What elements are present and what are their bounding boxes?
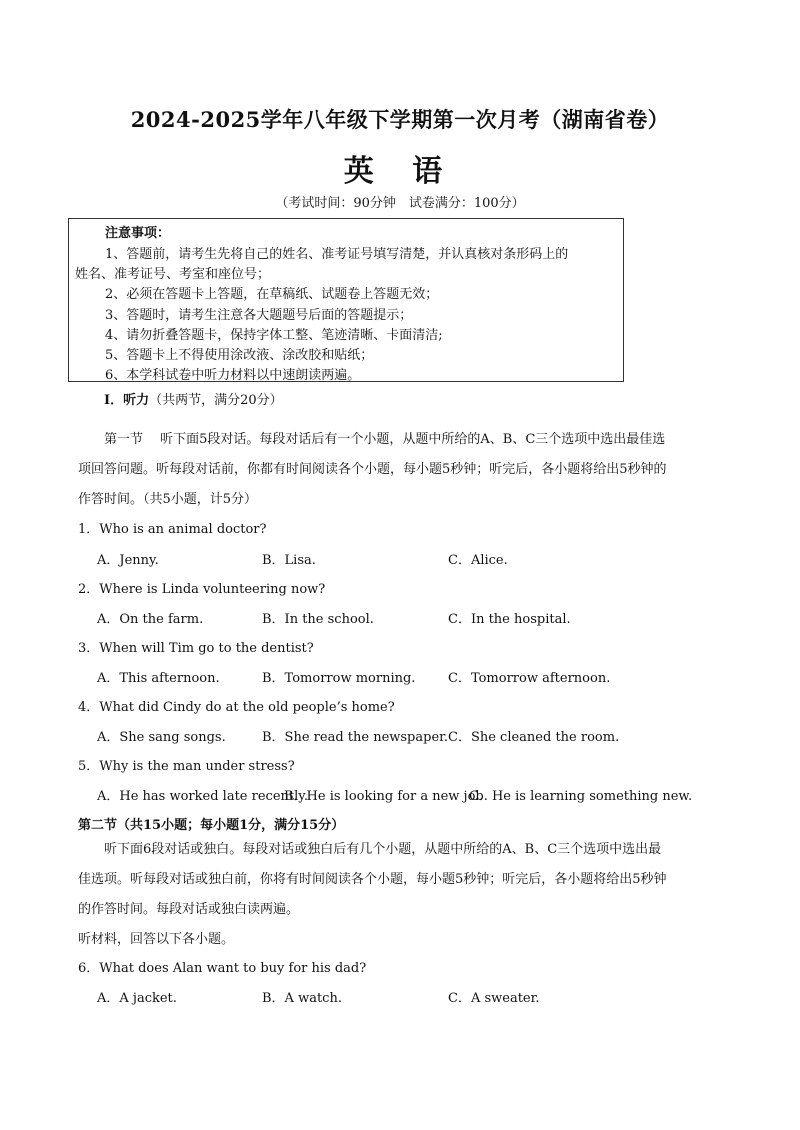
section1-intro-line: 作答时间。（共5小题，计5分） [78, 492, 258, 507]
notice-item: 4、请勿折叠答题卡，保持字体工整、笔迹清晰、卡面清洁; [105, 328, 443, 343]
notice-item: 5、答题卡上不得使用涂改液、涂改胶和贴纸； [105, 348, 374, 363]
section2-intro-line: 听下面6段对话或独白。每段对话或独白后有几个小题，从题中所给的A、B、C三个选项中选出最 [104, 842, 662, 857]
notice-box [68, 218, 624, 382]
part-heading-label: I．听力 [104, 393, 150, 408]
exam-info: （考试时间：90分钟 试卷满分：100分） [275, 196, 525, 211]
exam-title: 2024-2025学年八年级下学期第一次月考（湖南省卷） [130, 107, 670, 132]
section2-intro-line: 的作答时间。每段对话或独白读两遍。 [78, 902, 300, 917]
option-c: C．He is learning something new. [469, 789, 693, 804]
section1-intro-line: 第一节 听下面5段对话。每段对话后有一个小题，从题中所给的A、B、C三个选项中选出最佳选 [104, 432, 666, 447]
option-b: B．Tomorrow morning. [262, 671, 416, 686]
option-c: C．She cleaned the room. [448, 730, 620, 745]
option-c: C．In the hospital. [448, 612, 571, 627]
section2-heading: 第二节（共15小题；每小题1分，满分15分） [78, 818, 345, 833]
question-1: 1．Who is an animal doctor? [78, 522, 267, 537]
question-4: 4．What did Cindy do at the old people’s home? [78, 700, 395, 715]
option-c: C．Alice. [448, 553, 508, 568]
option-b: B．In the school. [262, 612, 374, 627]
question-5: 5．Why is the man under stress? [78, 759, 295, 774]
option-a: A．This afternoon. [97, 671, 220, 686]
notice-item: 1、答题前，请考生先将自己的姓名、准考证号填写清楚，并认真核对条形码上的 [105, 247, 569, 262]
section2-intro-line: 佳选项。听每段对话或独白前，你将有时间阅读各个小题，每小题5秒钟；听完后，各小题将给出5秒钟 [78, 872, 667, 887]
option-c: C．A sweater. [448, 991, 540, 1006]
option-a: A．She sang songs. [97, 730, 226, 745]
notice-item: 3、答题时，请考生注意各大题题号后面的答题提示； [105, 308, 413, 323]
option-a: A．He has worked late recently. [97, 789, 309, 804]
option-a: A．On the farm. [97, 612, 204, 627]
notice-title: 注意事项： [105, 226, 171, 241]
notice-item: 6、本学科试卷中听力材料以中速朗读两遍。 [105, 368, 361, 383]
option-b: B．A watch. [262, 991, 342, 1006]
section2-instruction: 听材料，回答以下各小题。 [78, 932, 235, 947]
option-b: B．He is looking for a new job. [284, 789, 488, 804]
part-heading-detail: （共两节，满分20分） [149, 393, 283, 408]
question-6: 6．What does Alan want to buy for his dad? [78, 961, 367, 976]
option-b: B．She read the newspaper. [262, 730, 449, 745]
section1-intro-line: 项回答问题。听每段对话前，你都有时间阅读各个小题，每小题5秒钟；听完后，各小题将给出5秒钟的 [78, 462, 667, 477]
part-heading [104, 389, 283, 408]
notice-item: 姓名、准考证号、考室和座位号； [75, 267, 271, 282]
subject-title: 英 语 [343, 154, 457, 189]
question-3: 3．When will Tim go to the dentist? [78, 641, 314, 656]
option-a: A．A jacket. [97, 991, 177, 1006]
option-b: B．Lisa. [262, 553, 316, 568]
option-c: C．Tomorrow afternoon. [448, 671, 611, 686]
option-a: A．Jenny. [97, 553, 159, 568]
question-2: 2．Where is Linda volunteering now? [78, 582, 326, 597]
notice-item: 2、必须在答题卡上答题，在草稿纸、试题卷上答题无效； [105, 287, 439, 302]
